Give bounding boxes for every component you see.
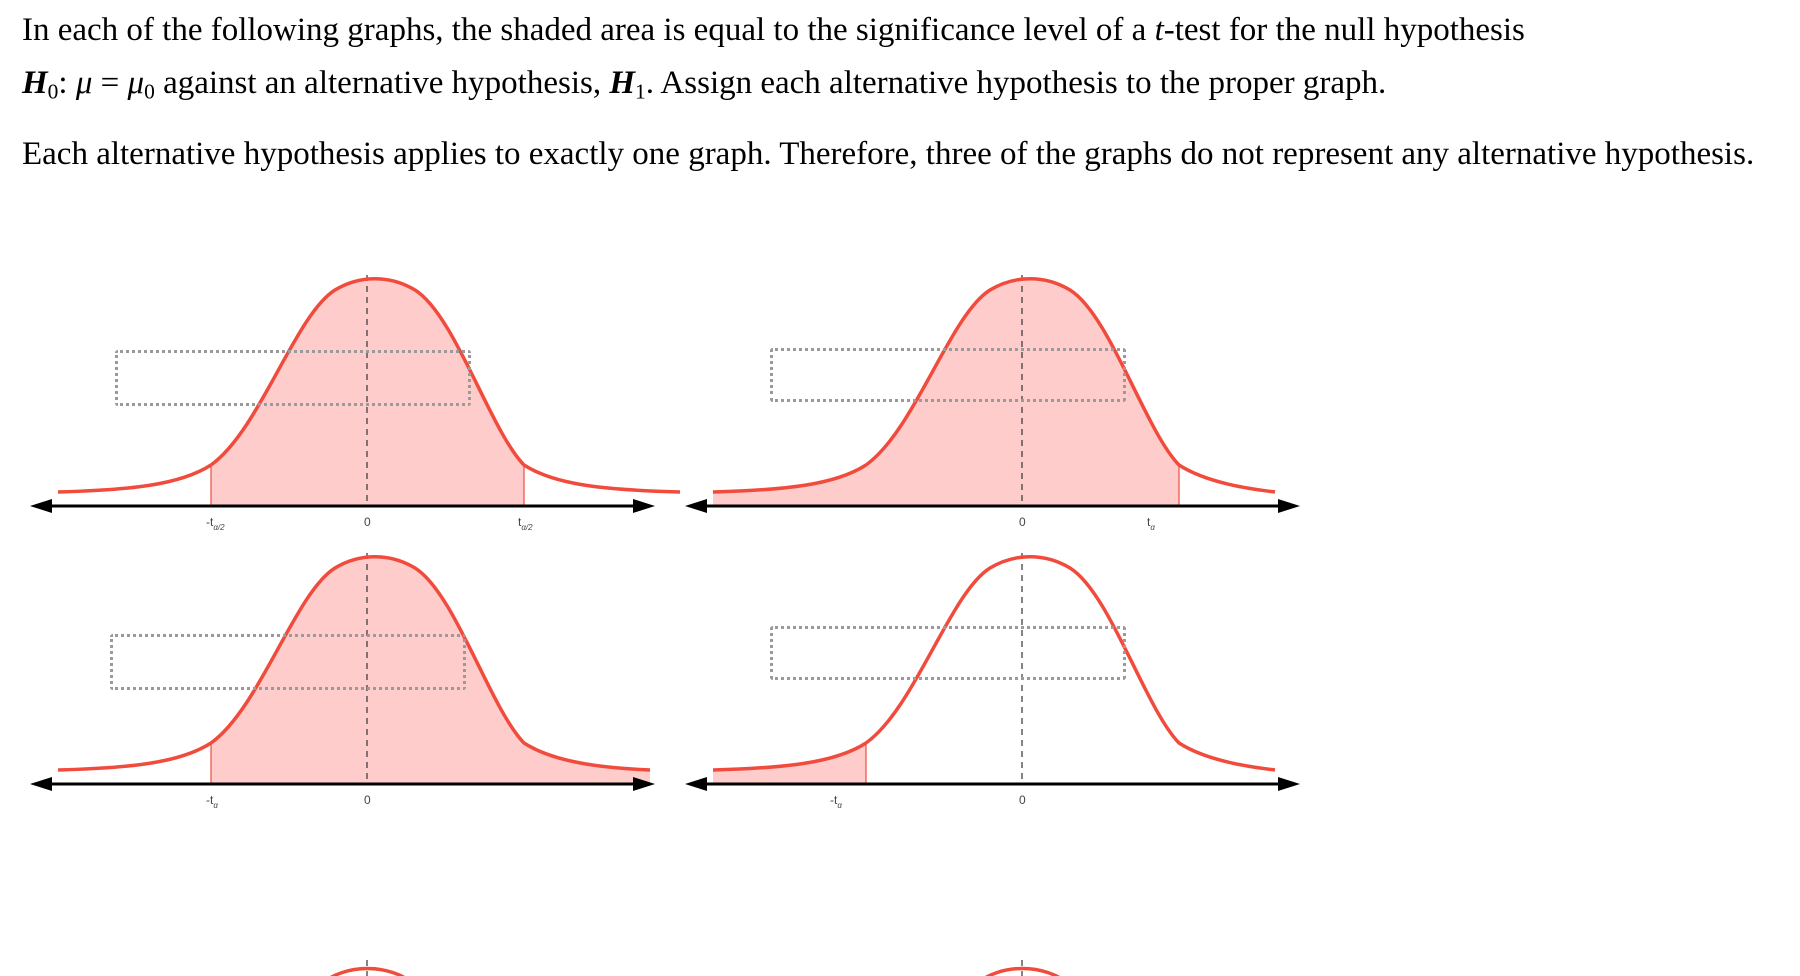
tick-label-zero: 0 <box>1019 793 1026 807</box>
tick-label-neg-t: $-t_{\alpha/2}$ <box>206 515 225 532</box>
math-mu: μ <box>75 65 93 101</box>
graph-left-tail <box>685 548 1425 858</box>
math-t: t <box>1154 12 1164 48</box>
answer-drop-zone[interactable] <box>770 626 1126 680</box>
graph-svg <box>30 955 770 976</box>
prompt-text: : <box>58 65 76 101</box>
graph-right-critical <box>685 270 1425 580</box>
shaded-area <box>713 743 866 783</box>
graph-svg <box>30 270 770 580</box>
prompt-text: against an alternative hypothesis, <box>154 65 610 101</box>
axis-arrow-right <box>633 499 655 513</box>
answer-drop-zone[interactable] <box>770 348 1126 402</box>
graph-svg <box>30 548 770 858</box>
graph-partial-bottom-right <box>685 955 1425 976</box>
axis-arrow-right <box>1278 499 1300 513</box>
prompt-text: -test for the null hypothesis <box>1163 12 1525 48</box>
prompt-paragraph-2: Each alternative hypothesis applies to exactly one graph. Therefore, three of the graphs do not represent any alternative hypothesis. <box>22 136 1755 172</box>
graph-left-critical-upper <box>30 548 770 858</box>
tick-label-zero: 0 <box>1019 515 1026 529</box>
tick-label-neg-t: $-t_\alpha$ <box>206 793 218 810</box>
axis-arrow-left <box>685 499 707 513</box>
graph-two-tailed <box>30 270 770 580</box>
prompt-text: In each of the following graphs, the shaded area is equal to the significance level of a <box>22 12 1155 48</box>
question-prompt <box>22 0 1762 181</box>
tick-label-neg-t: $-t_\alpha$ <box>830 793 842 810</box>
answer-drop-zone[interactable] <box>110 634 466 690</box>
graph-svg <box>685 548 1425 858</box>
math-h1: $H_1$ <box>609 65 646 104</box>
graph-partial-bottom-left <box>30 955 770 976</box>
axis-arrow-left <box>30 499 52 513</box>
tick-label-zero: 0 <box>364 793 371 807</box>
axis-arrow-left <box>30 777 52 791</box>
graph-svg <box>685 270 1425 580</box>
tick-label-t: $t_\alpha$ <box>1147 515 1155 532</box>
math-h0: $H_0$ <box>22 65 59 104</box>
math-equals: = <box>92 65 128 101</box>
math-mu0: $\mu_0$ <box>127 65 155 104</box>
prompt-text: . Assign each alternative hypothesis to the proper graph. <box>645 65 1387 101</box>
tick-label-t: $t_{\alpha/2}$ <box>518 515 533 532</box>
prompt-paragraph-1 <box>22 4 1762 110</box>
tick-label-zero: 0 <box>364 515 371 529</box>
answer-drop-zone[interactable] <box>115 350 471 406</box>
axis-arrow-left <box>685 777 707 791</box>
axis-arrow-right <box>1278 777 1300 791</box>
graph-svg <box>685 955 1425 976</box>
